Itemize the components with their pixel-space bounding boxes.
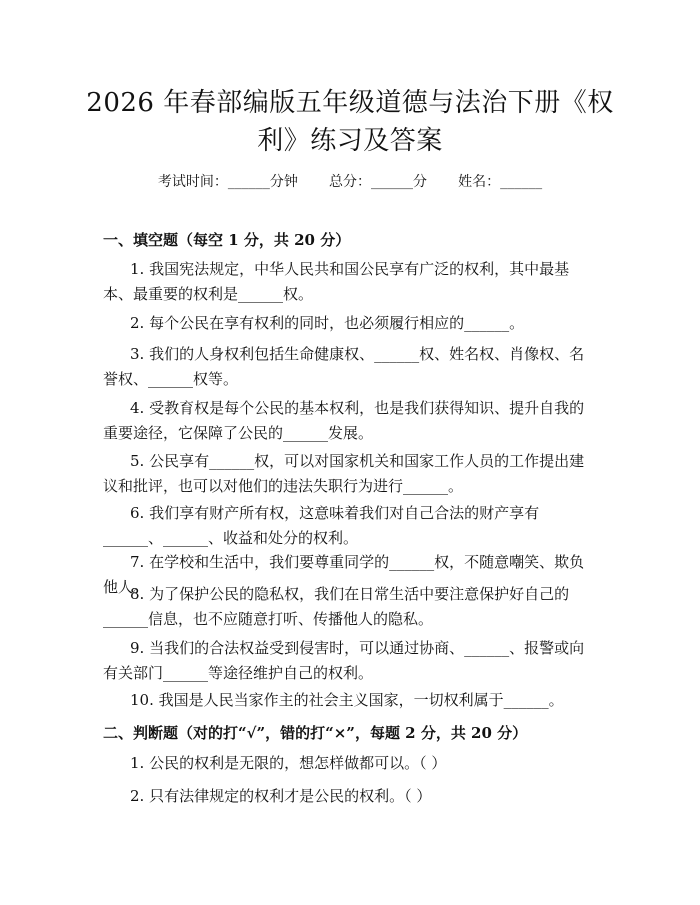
title-line-2: 利》练习及答案 [257, 126, 443, 156]
question-item: 2. 每个公民在享有权利的同时，也必须履行相应的______。 [130, 314, 525, 332]
question-item: 7. 在学校和生活中，我们要尊重同学的______权，不随意嘲笑、欺负他人。 [103, 553, 585, 596]
document-title [60, 84, 640, 160]
question-item: 9. 当我们的合法权益受到侵害时，可以通过协商、______、报警或向有关部门______等途径维护自己的权利。 [103, 639, 585, 682]
question-item: 1. 公民的权利是无限的，想怎样做都可以。（ ） [130, 754, 447, 772]
question-item: 6. 我们享有财产所有权，这意味着我们对自己合法的财产享有______、______、收益和处分的权利。 [103, 504, 540, 547]
exam-info [0, 171, 700, 191]
question-item: 1. 我国宪法规定，中华人民共和国公民享有广泛的权利，其中最基本、最重要的权利是______权。 [103, 260, 570, 303]
question-item: 5. 公民享有______权，可以对国家机关和国家工作人员的工作提出建议和批评，也可以对他们的违法失职行为进行______。 [103, 452, 585, 495]
question-item: 8. 为了保护公民的隐私权，我们在日常生活中要注意保护好自己的______信息，也不应随意打听、传播他人的隐私。 [103, 585, 570, 628]
question-item: 4. 受教育权是每个公民的基本权利，也是我们获得知识、提升自我的重要途径，它保障了公民的______发展。 [103, 399, 585, 442]
section-heading-fill-blank: 一、填空题（每空 1 分，共 20 分） [103, 231, 351, 249]
section-heading-true-false: 二、判断题（对的打“√”，错的打“×”，每题 2 分，共 20 分） [103, 724, 528, 742]
question-item: 3. 我们的人身权利包括生命健康权、______权、姓名权、肖像权、名誉权、______权等。 [103, 345, 585, 388]
question-item: 10. 我国是人民当家作主的社会主义国家，一切权利属于______。 [130, 691, 564, 709]
title-line-1: 2026 年春部编版五年级道德与法治下册《权 [86, 88, 614, 118]
question-item: 2. 只有法律规定的权利才是公民的权利。（ ） [130, 787, 432, 805]
exam-info-text: 考试时间：______分钟 总分：______分 姓名：______ [157, 174, 543, 190]
